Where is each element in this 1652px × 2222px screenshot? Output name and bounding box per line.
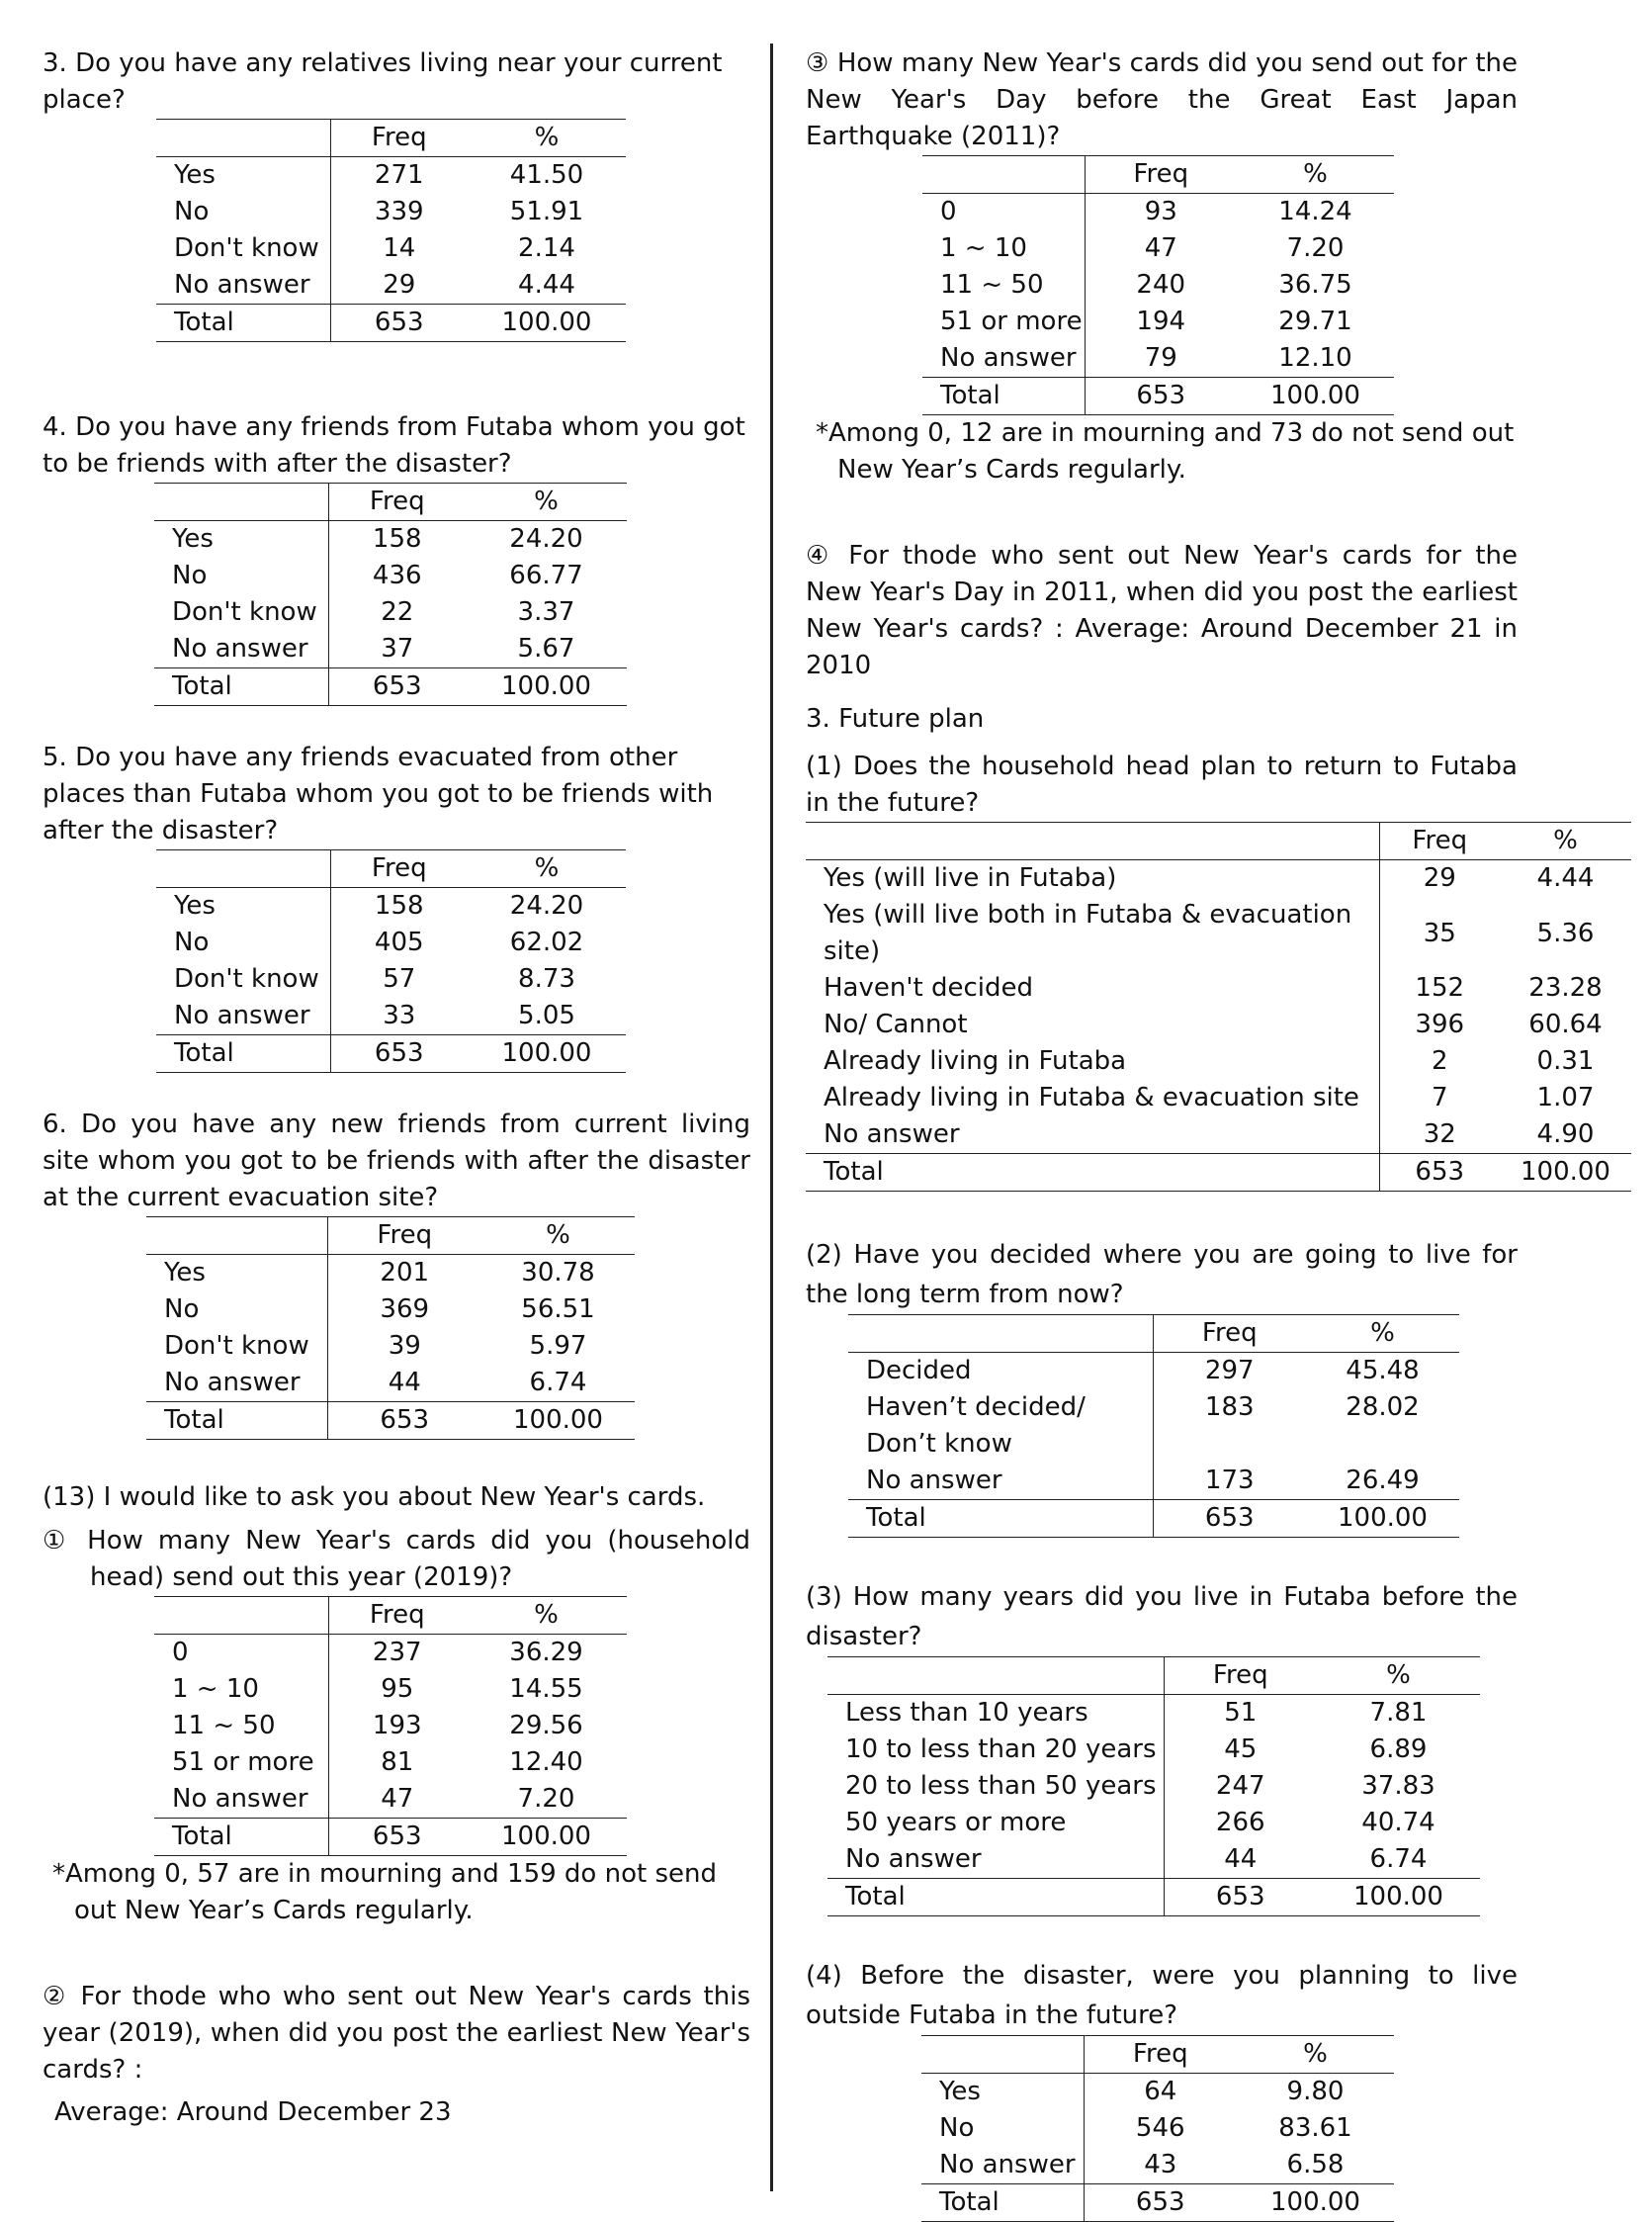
percent-cell: 24.20 [509, 524, 583, 554]
table-cards-2011 [922, 155, 1394, 415]
footnote: *Among 0, 57 are in mourning and 159 do not send out New Year’s Cards regularly. [52, 1859, 717, 1925]
percent-cell: 4.90 [1536, 1119, 1595, 1149]
row-label: 10 to less than 20 years [827, 1732, 1164, 1768]
question-text: 3. Do you have any relatives living near your current place? [43, 48, 723, 115]
row-label: Don't know [156, 961, 330, 998]
freq-cell: 44 [1224, 1844, 1258, 1874]
row-label: 1 ~ 10 [154, 1671, 328, 1708]
row-label [922, 156, 1085, 194]
table-row [806, 897, 1631, 970]
row-label: No answer [146, 1365, 327, 1402]
percent-cell: 29.71 [1278, 307, 1352, 336]
freq-cell: 237 [372, 1638, 422, 1667]
question-text: (2) Have you decided where you are going to live for the long term from now? [806, 1240, 1518, 1309]
table-row [146, 1255, 635, 1292]
row-label: Don't know [156, 230, 330, 267]
freq-cell: 193 [372, 1711, 422, 1740]
freq-cell: Freq [1085, 156, 1237, 194]
row-label [848, 1315, 1153, 1353]
percent-cell: 62.02 [509, 928, 584, 957]
row-label: 11 ~ 50 [922, 267, 1085, 304]
table-header [156, 850, 626, 888]
percent-cell: 1.07 [1536, 1083, 1595, 1112]
row-label: Total [921, 2184, 1084, 2222]
table-row [154, 1744, 627, 1781]
freq-cell: 158 [372, 524, 422, 554]
percent-cell: 100.00 [466, 668, 627, 706]
row-label: Already living in Futaba & evacuation site [806, 1080, 1379, 1116]
percent-cell: 3.37 [517, 597, 575, 627]
table-total-row [848, 1500, 1459, 1538]
percent-cell: 5.05 [518, 1001, 575, 1030]
freq-cell: 152 [1415, 973, 1465, 1003]
row-label: 50 years or more [827, 1805, 1164, 1841]
table-total-row [154, 1819, 627, 1856]
percent-cell: 66.77 [509, 561, 583, 590]
table-row [154, 558, 627, 594]
percent-cell: 28.02 [1346, 1392, 1420, 1422]
question-text: ① How many New Year's cards did you (household head) send out this year (2019)? [43, 1526, 750, 1592]
table-row [806, 860, 1631, 898]
freq-cell: 396 [1415, 1010, 1465, 1039]
percent-cell: 100.00 [481, 1402, 635, 1440]
table-header [156, 120, 626, 157]
row-label [921, 2036, 1084, 2074]
freq-cell [1153, 1426, 1306, 1463]
row-label: No answer [827, 1841, 1164, 1879]
percent-cell: % [468, 850, 626, 888]
table-row [806, 1043, 1631, 1080]
row-label: No answer [806, 1116, 1379, 1154]
section-heading: 3. Future plan [806, 704, 985, 734]
percent-cell: 5.67 [517, 634, 575, 664]
section-intro: (13) I would like to ask you about New Year's cards. [43, 1482, 706, 1512]
percent-cell: % [1500, 823, 1631, 860]
row-label: 1 ~ 10 [922, 230, 1085, 267]
question-text: ③ How many New Year's cards did you send out for the New Year's Day before the Great East Japan Earthquake (2011)? [806, 48, 1518, 151]
percent-cell: 9.80 [1286, 2077, 1345, 2106]
table-header [827, 1657, 1480, 1695]
table-futaba-friends [154, 483, 627, 706]
row-label: No [156, 194, 330, 230]
row-label: Total [827, 1879, 1164, 1916]
table-total-row [827, 1879, 1480, 1916]
freq-cell: 45 [1224, 1734, 1258, 1764]
table-row [827, 1732, 1480, 1768]
freq-cell: 64 [1144, 2077, 1177, 2106]
row-label: Total [922, 378, 1085, 415]
percent-cell: 0.31 [1536, 1046, 1595, 1076]
row-label: 0 [922, 194, 1085, 231]
percent-cell: 37.83 [1361, 1771, 1435, 1801]
percent-cell: % [468, 120, 626, 157]
freq-cell: 653 [1084, 2184, 1237, 2222]
row-label: No answer [921, 2147, 1084, 2184]
freq-cell: 35 [1423, 918, 1456, 948]
freq-cell: 436 [372, 561, 422, 590]
table-years-in-futaba [827, 1656, 1480, 1916]
freq-cell: 247 [1215, 1771, 1265, 1801]
row-label: No answer [156, 998, 330, 1035]
percent-cell: 30.78 [521, 1258, 595, 1288]
table-row [154, 631, 627, 668]
freq-cell: 369 [380, 1294, 430, 1324]
freq-cell: 37 [381, 634, 414, 664]
left-column [43, 45, 750, 2131]
freq-cell: Freq [1164, 1657, 1317, 1695]
freq-cell: 32 [1423, 1119, 1456, 1149]
freq-cell: 653 [1164, 1879, 1317, 1916]
table-header [154, 1597, 627, 1635]
table-row [146, 1365, 635, 1402]
percent-cell: 14.24 [1278, 197, 1352, 226]
row-label: Don't know [146, 1328, 327, 1365]
percent-cell: 8.73 [518, 964, 575, 994]
row-label [146, 1217, 327, 1255]
freq-cell: 33 [383, 1001, 416, 1030]
table-total-row [806, 1154, 1631, 1192]
table-total-row [156, 1035, 626, 1073]
table-header [154, 484, 627, 521]
row-label: Total [156, 1035, 330, 1073]
percent-cell: % [466, 484, 627, 521]
percent-cell: 45.48 [1346, 1356, 1420, 1385]
table-row [922, 230, 1394, 267]
table-row [848, 1353, 1459, 1390]
freq-cell: 339 [374, 197, 424, 226]
percent-cell: 7.81 [1369, 1698, 1428, 1728]
table-total-row [154, 668, 627, 706]
row-label: No answer [156, 267, 330, 305]
question-text: 5. Do you have any friends evacuated from other places than Futaba whom you got to be friends with after the disaster? [43, 743, 714, 845]
percent-cell: 100.00 [468, 1035, 626, 1073]
percent-cell: 26.49 [1346, 1466, 1420, 1495]
freq-cell: 201 [380, 1258, 430, 1288]
percent-cell: 83.61 [1278, 2113, 1352, 2143]
row-label [154, 484, 328, 521]
row-label: Haven't decided [806, 970, 1379, 1007]
percent-cell: % [1306, 1315, 1459, 1353]
question-text: (1) Does the household head plan to return to Futaba in the future? [806, 752, 1518, 818]
percent-cell: 40.74 [1361, 1808, 1435, 1837]
percent-cell: 100.00 [1500, 1154, 1631, 1192]
table-row [156, 888, 626, 926]
freq-cell: 93 [1144, 197, 1177, 226]
table-cards-2019 [154, 1596, 627, 1856]
freq-cell: 653 [328, 1819, 466, 1856]
table-row [154, 1708, 627, 1744]
freq-cell: 653 [330, 1035, 468, 1073]
freq-cell: Freq [1379, 823, 1500, 860]
row-label: Don’t know [848, 1426, 1153, 1463]
row-label [156, 120, 330, 157]
freq-cell: 47 [381, 1784, 414, 1814]
question-text: 6. Do you have any new friends from current living site whom you got to be friends with after the disaster at the current evacuation site? [43, 1110, 750, 1212]
question-text: ② For thode who who sent out New Year's cards this year (2019), when did you post the earliest New Year's cards? : [43, 1982, 750, 2085]
table-row [156, 925, 626, 961]
table-header [848, 1315, 1459, 1353]
freq-cell: 14 [383, 233, 416, 263]
table-total-row [922, 378, 1394, 415]
row-label: Don't know [154, 594, 328, 631]
table-row [922, 267, 1394, 304]
row-label: No answer [154, 631, 328, 668]
row-label: No [146, 1291, 327, 1328]
table-row [921, 2110, 1394, 2147]
percent-cell: 12.10 [1278, 343, 1352, 373]
row-label: Total [848, 1500, 1153, 1538]
percent-cell: 2.14 [518, 233, 575, 263]
percent-cell: 100.00 [468, 305, 626, 342]
row-label [156, 850, 330, 888]
table-total-row [156, 305, 626, 342]
freq-cell: Freq [330, 120, 468, 157]
row-label: Total [156, 305, 330, 342]
table-row [154, 594, 627, 631]
freq-cell: 240 [1136, 270, 1186, 300]
percent-cell: 4.44 [518, 270, 575, 300]
table-row [827, 1841, 1480, 1879]
table-row [146, 1291, 635, 1328]
row-label [827, 1657, 1164, 1695]
percent-cell: 56.51 [521, 1294, 595, 1324]
percent-cell: % [1237, 156, 1394, 194]
percent-cell: 100.00 [1306, 1500, 1459, 1538]
freq-cell: 546 [1135, 2113, 1185, 2143]
row-label: Haven’t decided/ [848, 1389, 1153, 1426]
table-row [921, 2074, 1394, 2111]
table-row [922, 304, 1394, 340]
row-label: Yes [156, 888, 330, 926]
percent-cell [1306, 1426, 1459, 1463]
percent-cell: 7.20 [1286, 233, 1345, 263]
freq-cell: 653 [1153, 1500, 1306, 1538]
table-row [806, 970, 1631, 1007]
percent-cell: 41.50 [509, 160, 584, 190]
table-header [921, 2036, 1394, 2074]
percent-cell: 6.74 [529, 1368, 587, 1397]
freq-cell: 39 [388, 1331, 421, 1361]
row-label: No [156, 925, 330, 961]
percent-cell: 100.00 [1237, 378, 1394, 415]
freq-cell: 158 [374, 891, 424, 921]
percent-cell: 6.58 [1286, 2150, 1345, 2179]
freq-cell: 266 [1215, 1808, 1265, 1837]
freq-cell: Freq [330, 850, 468, 888]
freq-cell: 95 [381, 1674, 414, 1704]
percent-cell: % [1317, 1657, 1480, 1695]
row-label: No [921, 2110, 1084, 2147]
column-divider [770, 44, 773, 2191]
row-label [806, 823, 1379, 860]
freq-cell: 57 [383, 964, 416, 994]
percent-cell: 100.00 [466, 1819, 627, 1856]
freq-cell: 43 [1144, 2150, 1177, 2179]
freq-cell: Freq [327, 1217, 481, 1255]
row-label: Yes [154, 521, 328, 559]
table-row [806, 1080, 1631, 1116]
freq-cell: 44 [388, 1368, 421, 1397]
table-header [806, 823, 1631, 860]
table-relatives [156, 119, 626, 342]
table-row [156, 230, 626, 267]
table-long-term-residence [848, 1314, 1459, 1538]
question-text: (3) How many years did you live in Futaba before the disaster? [806, 1582, 1518, 1651]
row-label: Yes (will live in Futaba) [806, 860, 1379, 898]
percent-cell: 51.91 [509, 197, 584, 226]
question-text: 4. Do you have any friends from Futaba whom you got to be friends with after the disaster? [43, 412, 745, 479]
row-label: No answer [154, 1781, 328, 1819]
answer-text: Average: Around December 23 [54, 2097, 452, 2127]
freq-cell: 29 [383, 270, 416, 300]
percent-cell: 60.64 [1528, 1010, 1603, 1039]
freq-cell: 47 [1144, 233, 1177, 263]
table-row [806, 1116, 1631, 1154]
question-text: (4) Before the disaster, were you planning to live outside Futaba in the future? [806, 1961, 1518, 2030]
table-row [156, 961, 626, 998]
percent-cell: 100.00 [1317, 1879, 1480, 1916]
table-row [848, 1463, 1459, 1500]
percent-cell: % [481, 1217, 635, 1255]
percent-cell: 5.97 [529, 1331, 587, 1361]
row-label: 20 to less than 50 years [827, 1768, 1164, 1805]
table-row [922, 340, 1394, 378]
percent-cell: % [1237, 2036, 1394, 2074]
percent-cell: 6.89 [1369, 1734, 1428, 1764]
freq-cell: 22 [381, 597, 414, 627]
freq-cell: 653 [330, 305, 468, 342]
row-label: Total [154, 1819, 328, 1856]
table-row [921, 2147, 1394, 2184]
table-row [154, 1671, 627, 1708]
freq-cell: Freq [328, 484, 466, 521]
row-label: No answer [848, 1463, 1153, 1500]
table-row [146, 1328, 635, 1365]
table-row [827, 1695, 1480, 1733]
freq-cell: 173 [1204, 1466, 1255, 1495]
freq-cell: 653 [1379, 1154, 1500, 1192]
table-row [156, 157, 626, 195]
percent-cell: 4.44 [1536, 863, 1595, 893]
freq-cell: 51 [1224, 1698, 1258, 1728]
row-label: Less than 10 years [827, 1695, 1164, 1733]
row-label: Total [154, 668, 328, 706]
table-row [154, 1781, 627, 1819]
table-row [848, 1426, 1459, 1463]
percent-cell: 100.00 [1237, 2184, 1394, 2222]
freq-cell: 79 [1144, 343, 1177, 373]
percent-cell: 6.74 [1369, 1844, 1428, 1874]
percent-cell: 5.36 [1536, 918, 1595, 948]
freq-cell: 81 [381, 1747, 414, 1777]
row-label: Yes [921, 2074, 1084, 2111]
row-label: Yes [146, 1255, 327, 1292]
table-row [806, 1007, 1631, 1043]
freq-cell: 653 [1085, 378, 1237, 415]
row-label: No answer [922, 340, 1085, 378]
row-label: Total [806, 1154, 1379, 1192]
table-header [922, 156, 1394, 194]
table-row [154, 1635, 627, 1672]
table-row [156, 194, 626, 230]
table-other-friends [156, 849, 626, 1073]
freq-cell: 653 [327, 1402, 481, 1440]
percent-cell: 24.20 [509, 891, 584, 921]
freq-cell: 297 [1204, 1356, 1255, 1385]
percent-cell: % [466, 1597, 627, 1635]
table-row [827, 1805, 1480, 1841]
footnote: *Among 0, 12 are in mourning and 73 do not send out New Year’s Cards regularly. [816, 418, 1515, 485]
row-label: No [154, 558, 328, 594]
percent-cell: 14.55 [509, 1674, 583, 1704]
row-label: 11 ~ 50 [154, 1708, 328, 1744]
table-new-friends [146, 1216, 635, 1440]
right-column [806, 45, 1631, 2222]
percent-cell: 36.75 [1278, 270, 1352, 300]
table-plan-outside [921, 2035, 1394, 2222]
row-label: 51 or more [154, 1744, 328, 1781]
table-total-row [146, 1402, 635, 1440]
table-row [154, 521, 627, 559]
row-label: 51 or more [922, 304, 1085, 340]
percent-cell: 12.40 [509, 1747, 583, 1777]
freq-cell: 194 [1136, 307, 1186, 336]
table-row [922, 194, 1394, 231]
percent-cell: 36.29 [509, 1638, 583, 1667]
freq-cell: 2 [1431, 1046, 1448, 1076]
freq-cell: 29 [1423, 863, 1456, 893]
percent-cell: 7.20 [517, 1784, 575, 1814]
row-label: No/ Cannot [806, 1007, 1379, 1043]
question-text: ④ For thode who sent out New Year's cards for the New Year's Day in 2011, when did you post the earliest New Year's cards? : Average: Around December 21 in 2010 [806, 541, 1518, 680]
freq-cell: Freq [1153, 1315, 1306, 1353]
row-label: Decided [848, 1353, 1153, 1390]
percent-cell: 29.56 [509, 1711, 583, 1740]
freq-cell: 183 [1204, 1392, 1255, 1422]
table-row [156, 998, 626, 1035]
table-row [156, 267, 626, 305]
row-label: Already living in Futaba [806, 1043, 1379, 1080]
freq-cell: Freq [1084, 2036, 1237, 2074]
freq-cell: Freq [328, 1597, 466, 1635]
row-label: Yes [156, 157, 330, 195]
table-return-plan [806, 822, 1631, 1192]
row-label [154, 1597, 328, 1635]
freq-cell: 271 [374, 160, 424, 190]
table-header [146, 1217, 635, 1255]
freq-cell: 405 [374, 928, 424, 957]
row-label: Yes (will live both in Futaba & evacuation site) [806, 897, 1379, 970]
row-label: Total [146, 1402, 327, 1440]
table-row [848, 1389, 1459, 1426]
table-row [827, 1768, 1480, 1805]
freq-cell: 7 [1431, 1083, 1448, 1112]
percent-cell: 23.28 [1528, 973, 1603, 1003]
freq-cell: 653 [328, 668, 466, 706]
row-label: 0 [154, 1635, 328, 1672]
